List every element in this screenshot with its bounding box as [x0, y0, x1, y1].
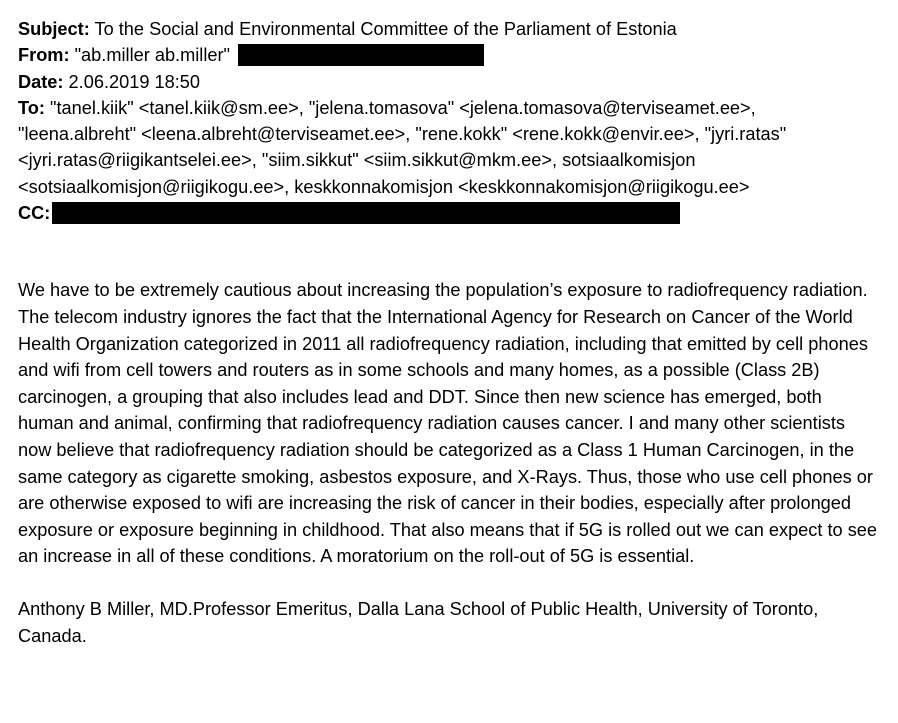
email-document — [18, 16, 878, 649]
redaction-bar-cc — [52, 202, 680, 224]
email-body: We have to be extremely cautious about increasing the population’s exposure to radiofrequency radiation. The telecom industry ignores the fact that the International Agency for Research on Cancer of the World Health Organization categorized in 2011 all radiofrequency radiation, including that emitted by cell phones and wifi from cell towers and routers as in some schools and many homes, as a possible (Class 2B) carcinogen, a grouping that also includes lead and DDT. Since then new science has emerged, both human and animal, confirming that radiofrequency radiation causes cancer. I and many other scientists now believe that radiofrequency radiation should be categorized as a Class 1 Human Carcinogen, in the same category as cigarette smoking, asbestos exposure, and X-Rays. Thus, those who use cell phones or are otherwise exposed to wifi are increasing the risk of cancer in their bodies, especially after prolonged exposure or exposure beginning in childhood. That also means that if 5G is rolled out we can expect to see an increase in all of these conditions. A moratorium on the roll-out of 5G is essential. — [18, 280, 878, 567]
redaction-bar-from — [238, 44, 484, 66]
cc-line — [18, 200, 878, 226]
subject-line — [18, 16, 878, 42]
date-line — [18, 69, 878, 95]
email-signature: Anthony B Miller, MD.Professor Emeritus, Dalla Lana School of Public Health, University of Toronto, Canada. — [18, 598, 819, 646]
cc-label: CC: — [18, 203, 51, 224]
subject-label: Subject: — [18, 19, 90, 39]
to-line — [18, 95, 878, 200]
date-label: Date: — [18, 71, 64, 92]
date-value: 2.06.2019 18:50 — [68, 71, 201, 92]
from-value: "ab.miller ab.miller" — [74, 45, 231, 66]
email-header — [18, 16, 878, 226]
from-line — [18, 42, 878, 68]
to-value: "tanel.kiik" <tanel.kiik@sm.ee>, "jelena.tomasova" <jelena.tomasova@terviseamet.ee>, "leena.albreht" <leena.albreht@terviseamet.ee>, "rene.kokk" <rene.kokk@envir.ee>, "jyri.ratas" <jyri.ratas@riigikantselei.ee>, "siim.sikkut" <siim.sikkut@mkm.ee>, sotsiaalkomisjon <sotsiaalkomisjon@riigikogu.ee>, keskkonnakomisjon <keskkonnakomisjon@riigikogu.ee> — [18, 97, 787, 197]
from-label: From: — [18, 45, 70, 66]
to-label: To: — [18, 97, 45, 118]
subject-value: To the Social and Environmental Committee of the Parliament of Estonia — [94, 19, 677, 39]
